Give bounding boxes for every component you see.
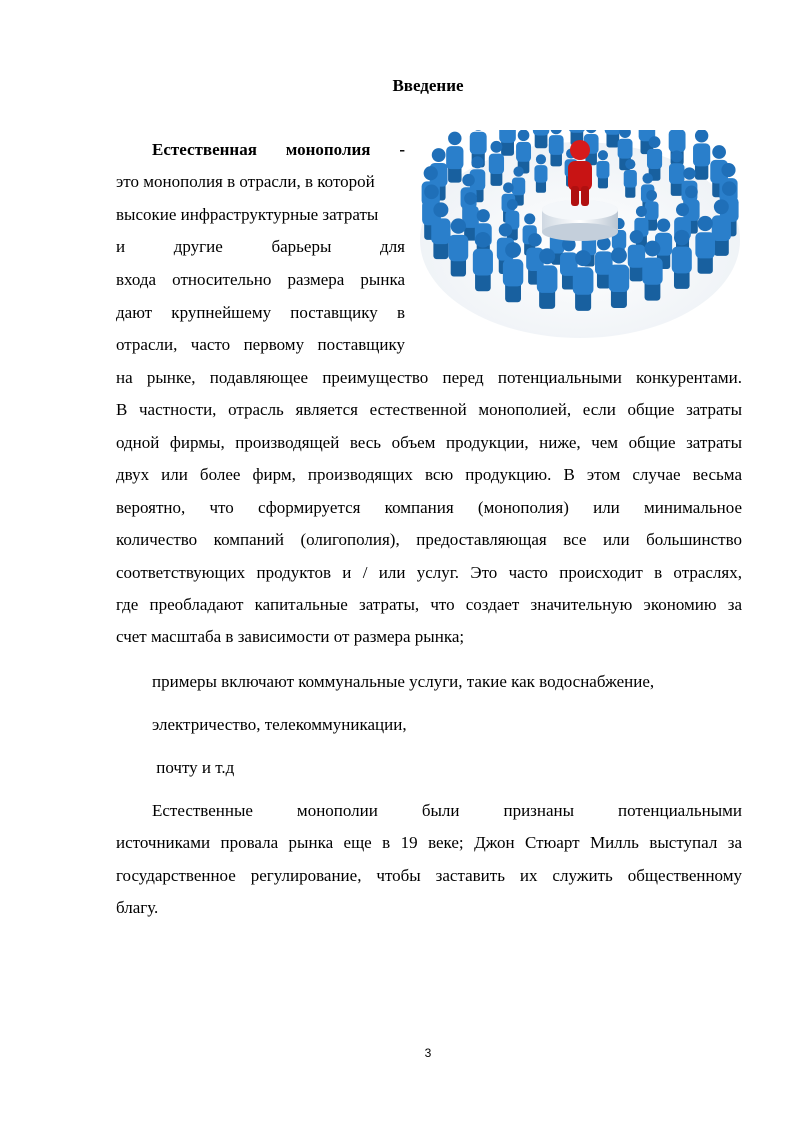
body-line: двух или более фирм, производящих всю продукцию. В этом случае весьма [116, 465, 742, 484]
body-line: счет масштаба в зависимости от размера рынка; [116, 627, 465, 646]
person-figure [503, 242, 523, 302]
intro-line: и другие барьеры для [116, 237, 405, 256]
person-figure [499, 130, 516, 156]
closing-line: Естественные монополии были признаны потенциальными [152, 801, 742, 820]
person-figure [473, 232, 493, 291]
closing-line: источниками провала рынка еще в 19 веке; Джон Стюарт Милль выступал за [116, 833, 742, 852]
body-line: соответствующих продуктов и / или услуг. Это часто происходит в отраслях, [116, 563, 742, 582]
person-figure [489, 141, 504, 186]
intro-line: дают крупнейшему поставщику в [116, 303, 405, 322]
body-line: В частности, отрасль является естественной монополией, если общие затраты [116, 400, 742, 419]
intro-line: отрасли, часто первому поставщику [116, 335, 405, 354]
person-figure [533, 130, 549, 148]
body-line: где преобладают капитальные затраты, что создает значительную экономию за [116, 595, 742, 614]
intro-line: это монополия в отрасли, в которой [116, 172, 375, 191]
person-figure [642, 241, 662, 301]
body-line: вероятно, что сформируется компания (монополия) или минимальное [116, 498, 742, 517]
intro-line: высокие инфраструктурные затраты [116, 205, 379, 224]
person-figure [609, 248, 630, 309]
example-line: почту и т.д [152, 758, 235, 777]
defined-term: Естественная монополия - [152, 140, 405, 159]
person-figure [672, 230, 692, 289]
body-line: на рынке, подавляющее преимущество перед потенциальными конкурентами. [116, 368, 742, 387]
person-figure [448, 218, 468, 276]
intro-line: входа относительно размера рынка [116, 270, 405, 289]
page-title: Введение [392, 76, 464, 95]
person-figure [624, 159, 637, 198]
person-figure [534, 154, 547, 192]
body-line: одной фирмы, производящей весь объем продукции, ниже, чем общие затраты [116, 433, 742, 452]
example-line: электричество, телекоммуникации, [152, 715, 407, 734]
person-figure [573, 250, 594, 311]
person-figure [695, 216, 715, 274]
person-figure [549, 130, 564, 166]
body-line: количество компаний (олигополия), предоставляющая все или большинство [116, 530, 742, 549]
person-figure [431, 202, 450, 259]
person-figure [446, 132, 463, 183]
person-figure [693, 130, 710, 180]
closing-line: благу. [116, 898, 159, 917]
page-number: 3 [424, 1046, 432, 1060]
intro-term-line [116, 134, 405, 166]
person-figure [537, 248, 558, 309]
closing-line: государственное регулирование, чтобы заставить их служить общественному [116, 866, 742, 885]
monopoly-illustration [418, 130, 743, 345]
example-line: примеры включают коммунальные услуги, такие как водоснабжение, [152, 672, 655, 691]
person-figure [596, 150, 609, 188]
